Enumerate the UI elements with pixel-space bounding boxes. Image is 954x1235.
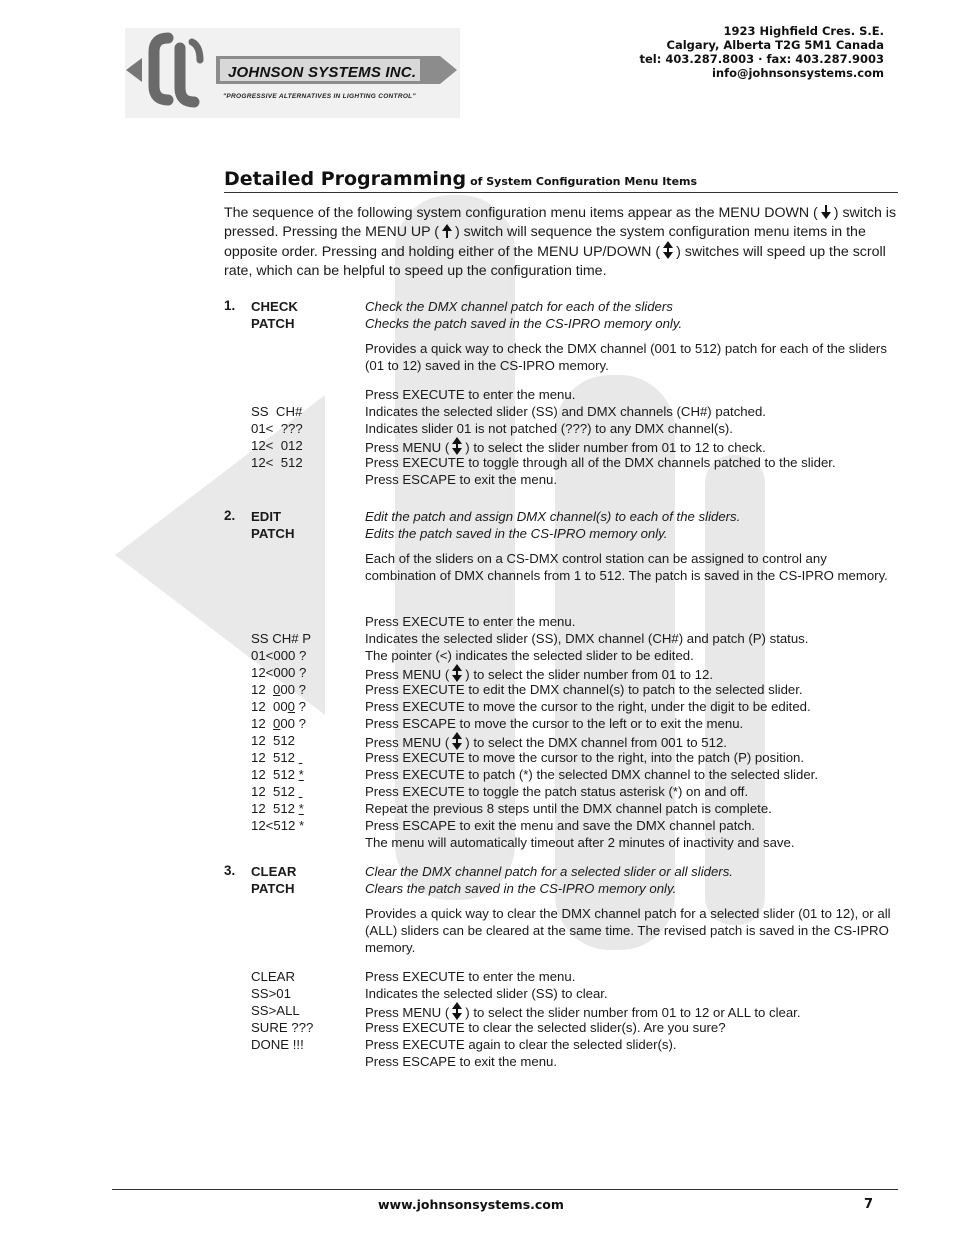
lcd-display-text: 12 000 ? <box>251 716 307 731</box>
arrow-up-down-icon <box>663 241 673 259</box>
intro-text: The sequence of the following system configuration menu items appear as the MENU DOWN ( <box>224 205 818 221</box>
lcd-display-text: 12 512 * <box>251 801 304 816</box>
step-instruction: Press MENU ( ) to select the slider number from 01 to 12. <box>365 664 900 683</box>
step-instruction: Press EXECUTE to edit the DMX channel(s) to patch to the selected slider. <box>365 682 803 697</box>
section-note: Edits the patch saved in the CS-IPRO memory only. <box>365 526 668 541</box>
intro-paragraph <box>224 204 898 280</box>
intro-text: ) switch is pressed. Pressing the MENU UP ( <box>224 205 897 240</box>
lcd-display-text: 12 512 <box>251 733 295 748</box>
lcd-display-text: 12 000 ? <box>251 682 307 697</box>
arrow-up-icon <box>442 223 452 239</box>
arrow-up-down-icon <box>452 437 462 455</box>
title-rule <box>224 192 898 193</box>
lcd-display-text: 01< ??? <box>251 421 303 436</box>
address-line: 1923 Highfield Cres. S.E. <box>723 24 884 38</box>
section-name: PATCH <box>251 526 295 541</box>
lcd-display-text: SS CH# P <box>251 631 312 646</box>
lcd-display-text: CLEAR <box>251 969 295 984</box>
step-instruction: Indicates the selected slider (SS), DMX channel (CH#) and patch (P) status. <box>365 631 809 646</box>
title-main: Detailed Programming <box>224 168 467 190</box>
step-instruction: Press ESCAPE to exit the menu. <box>365 472 558 487</box>
arrow-up-down-icon <box>452 664 462 682</box>
lcd-display-text: SS CH# <box>251 404 303 419</box>
step-instruction: Press MENU ( ) to select the slider number from 01 to 12 or ALL to clear. <box>365 1002 900 1021</box>
lcd-display-text: SS>01 <box>251 986 291 1001</box>
lcd-display-text: DONE !!! <box>251 1037 304 1052</box>
section-name: PATCH <box>251 316 295 331</box>
lcd-display-text: 12<512 * <box>251 818 305 833</box>
section-description: Provides a quick way to clear the DMX channel patch for a selected slider (01 to 12), or all (ALL) sliders can be cleared at the same time. The revised patch is saved in the CS-IPRO memory. <box>365 906 891 955</box>
section-name: CHECK <box>251 299 298 314</box>
step-instruction: The pointer (<) indicates the selected slider to be edited. <box>365 648 694 663</box>
section-note: Clears the patch saved in the CS-IPRO memory only. <box>365 881 677 896</box>
lcd-display-text: SS>ALL <box>251 1003 300 1018</box>
step-instruction: Press EXECUTE to toggle through all of the DMX channels patched to the slider. <box>365 455 836 470</box>
lcd-display-text: 12 512 <box>251 784 299 799</box>
company-tagline: "PROGRESSIVE ALTERNATIVES IN LIGHTING CONTROL" <box>223 93 416 100</box>
step-instruction: Indicates slider 01 is not patched (???) to any DMX channel(s). <box>365 421 733 436</box>
step-instruction: Press EXECUTE to move the cursor to the right, into the patch (P) position. <box>365 750 805 765</box>
step-instruction: Press EXECUTE again to clear the selected slider(s). <box>365 1037 677 1052</box>
section-summary: Clear the DMX channel patch for a selected slider or all sliders. <box>365 864 733 879</box>
step-instruction: Indicates the selected slider (SS) and DMX channels (CH#) patched. <box>365 404 766 419</box>
company-name: JOHNSON SYSTEMS INC. <box>228 64 417 81</box>
arrow-up-down-icon <box>452 1002 462 1020</box>
step-instruction: Press EXECUTE to move the cursor to the right, under the digit to be edited. <box>365 699 811 714</box>
step-instruction: Press ESCAPE to move the cursor to the left or to exit the menu. <box>365 716 744 731</box>
page-number: 7 <box>864 1197 874 1212</box>
title-sub: of System Configuration Menu Items <box>470 175 698 188</box>
section-note: Checks the patch saved in the CS-IPRO memory only. <box>365 316 683 331</box>
lcd-display-text: 01<000 ? <box>251 648 307 663</box>
section-description: Each of the sliders on a CS-DMX control station can be assigned to control any combination of DMX channels from 1 to 512. The patch is saved in the CS-IPRO memory. <box>365 551 888 583</box>
section-name: CLEAR <box>251 864 297 879</box>
step-instruction: Press EXECUTE to patch (*) the selected DMX channel to the selected slider. <box>365 767 818 782</box>
section-number: 2. <box>224 508 236 523</box>
section-number: 3. <box>224 863 236 878</box>
section-description: Provides a quick way to check the DMX channel (001 to 512) patch for each of the sliders (01 to 12) saved in the CS-IPRO memory. <box>365 341 887 373</box>
lcd-display-text: 12< 012 <box>251 438 303 453</box>
step-instruction: Press EXECUTE to toggle the patch status asterisk (*) on and off. <box>365 784 749 799</box>
step-instruction: Repeat the previous 8 steps until the DMX channel patch is complete. <box>365 801 772 816</box>
section-name: EDIT <box>251 509 282 524</box>
step-instruction: Press ESCAPE to exit the menu and save the DMX channel patch. <box>365 818 755 833</box>
step-instruction: Press ESCAPE to exit the menu. <box>365 1054 558 1069</box>
lcd-display-text: 12<000 ? <box>251 665 307 680</box>
step-instruction: Press EXECUTE to enter the menu. <box>365 614 576 629</box>
arrow-down-icon <box>821 204 831 220</box>
footer-url[interactable]: www.johnsonsystems.com <box>378 1197 564 1212</box>
lcd-display-text: 12< 512 <box>251 455 303 470</box>
step-instruction: The menu will automatically timeout after 2 minutes of inactivity and save. <box>365 835 795 850</box>
company-address <box>639 24 884 80</box>
lcd-display-text: 12 512 * <box>251 767 304 782</box>
lcd-display-text: 12 000 ? <box>251 699 307 714</box>
step-instruction: Press EXECUTE to enter the menu. <box>365 387 576 402</box>
section-number: 1. <box>224 298 236 313</box>
footer-rule <box>112 1189 898 1190</box>
lcd-display-text: SURE ??? <box>251 1020 314 1035</box>
step-instruction: Press EXECUTE to enter the menu. <box>365 969 576 984</box>
contact-phone-fax: tel: 403.287.8003 · fax: 403.287.9003 <box>639 52 884 66</box>
step-instruction: Press EXECUTE to clear the selected slider(s). Are you sure? <box>365 1020 726 1035</box>
section-summary: Edit the patch and assign DMX channel(s) to each of the sliders. <box>365 509 741 524</box>
step-instruction: Press MENU ( ) to select the DMX channel from 001 to 512. <box>365 732 900 751</box>
contact-email[interactable]: info@johnsonsystems.com <box>711 66 884 80</box>
arrow-up-down-icon <box>452 732 462 750</box>
step-instruction: Press MENU ( ) to select the slider number from 01 to 12 to check. <box>365 437 900 456</box>
intro-text: ) switch will sequence the system configuration menu items in the opposite order. Pressing and holding either of the MENU UP/DOWN ( <box>224 223 866 260</box>
section-summary: Check the DMX channel patch for each of the sliders <box>365 299 673 314</box>
page-title <box>224 168 697 190</box>
address-line: Calgary, Alberta T2G 5M1 Canada <box>666 38 884 52</box>
step-instruction: Indicates the selected slider (SS) to clear. <box>365 986 608 1001</box>
section-name: PATCH <box>251 881 295 896</box>
lcd-display-text: 12 512 <box>251 750 299 765</box>
intro-text: ) switches will speed up the scroll rate, which can be helpful to speed up the configuration time. <box>224 244 886 279</box>
